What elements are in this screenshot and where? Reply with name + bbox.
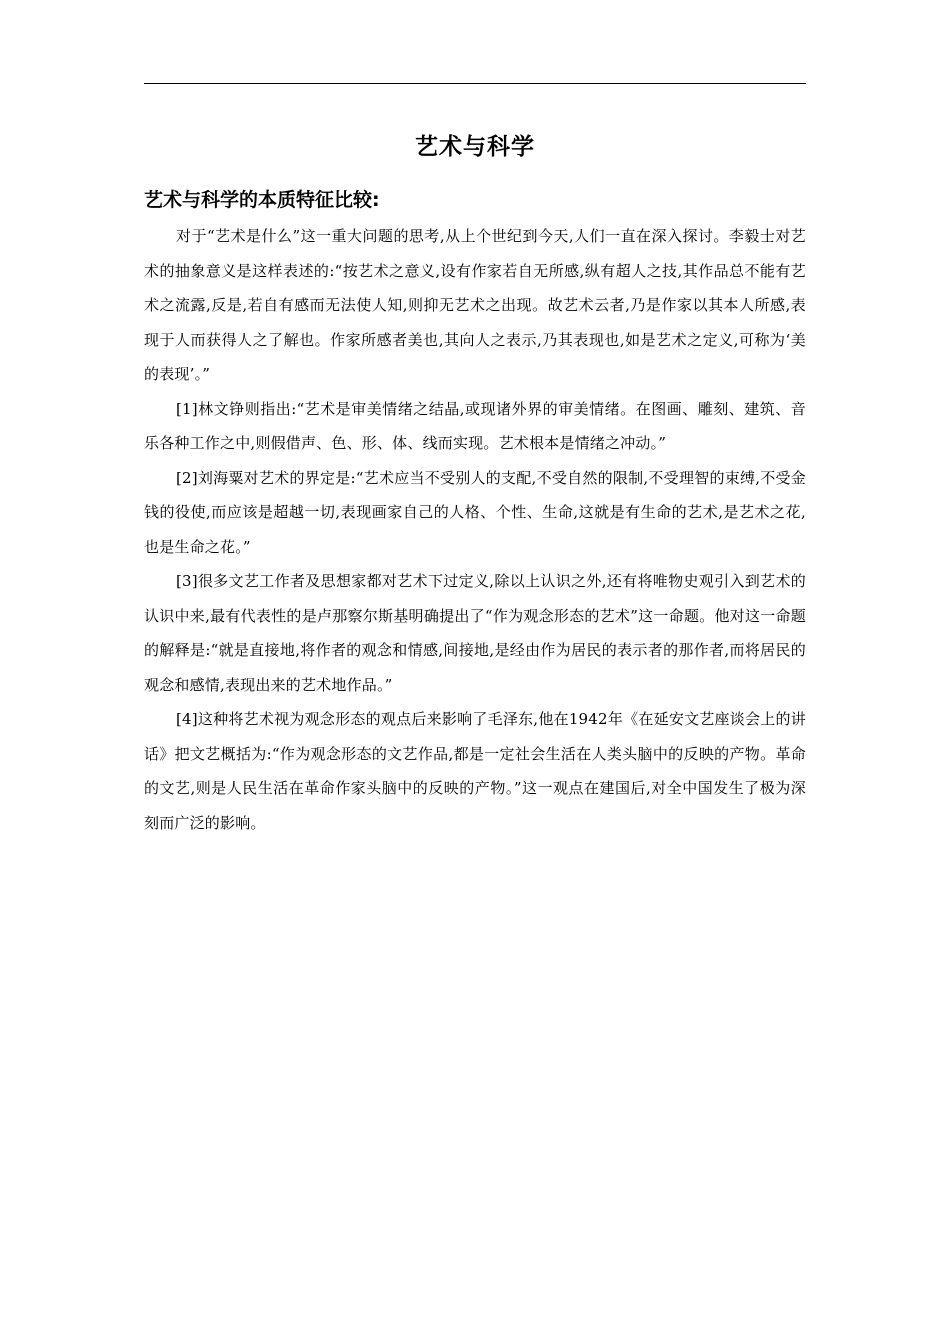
paragraph-5: [4]这种将艺术视为观念形态的观点后来影响了毛泽东,他在1942年《在延安文艺座谈会上的讲话》把文艺概括为:“作为观念形态的文艺作品,都是一定社会生活在人类头脑中的反映的产物。革命的文艺,则是人民生活在革命作家头脑中的反映的产物。”这一观点在建国后,对全中国发生了极为深刻而广泛的影响。 bbox=[144, 710, 806, 832]
paragraph-2: [1]林文铮则指出:“艺术是审美情绪之结晶,或现诸外界的审美情绪。在图画、雕刻、建筑、音乐各种工作之中,则假借声、色、形、体、线而实现。艺术根本是情绪之冲动。” bbox=[144, 399, 806, 452]
paragraph-3: [2]刘海粟对艺术的界定是:“艺术应当不受别人的支配,不受自然的限制,不受理智的束缚,不受金钱的役使,而应该是超越一切,表现画家自己的人格、个性、生命,这就是有生命的艺术,是艺术之花,也是生命之花。” bbox=[144, 468, 806, 556]
body-text bbox=[144, 219, 806, 840]
section-heading: 艺术与科学的本质特征比较: bbox=[144, 189, 380, 211]
paragraph-4: [3]很多文艺工作者及思想家都对艺术下过定义,除以上认识之外,还有将唯物史观引入到艺术的认识中来,最有代表性的是卢那察尔斯基明确提出了“作为观念形态的艺术”这一命题。他对这一命题的解释是:“就是直接地,将作者的观念和情感,间接地,是经由作为居民的表示者的那作者,而将居民的观念和感情,表现出来的艺术地作品。” bbox=[144, 572, 806, 694]
paragraph-1: 对于“艺术是什么”这一重大问题的思考,从上个世纪到今天,人们一直在深入探讨。李毅士对艺术的抽象意义是这样表述的:“按艺术之意义,设有作家若自无所感,纵有超人之技,其作品总不能有艺术之流露,反是,若自有感而无法使人知,则抑无艺术之出现。故艺术云者,乃是作家以其本人所感,表现于人而获得人之了解也。作家所感者美也,其向人之表示,乃其表现也,如是艺术之定义,可称为‘美的表现’。” bbox=[144, 227, 806, 383]
header-rule bbox=[144, 83, 806, 84]
document-title: 艺术与科学 bbox=[415, 134, 535, 160]
